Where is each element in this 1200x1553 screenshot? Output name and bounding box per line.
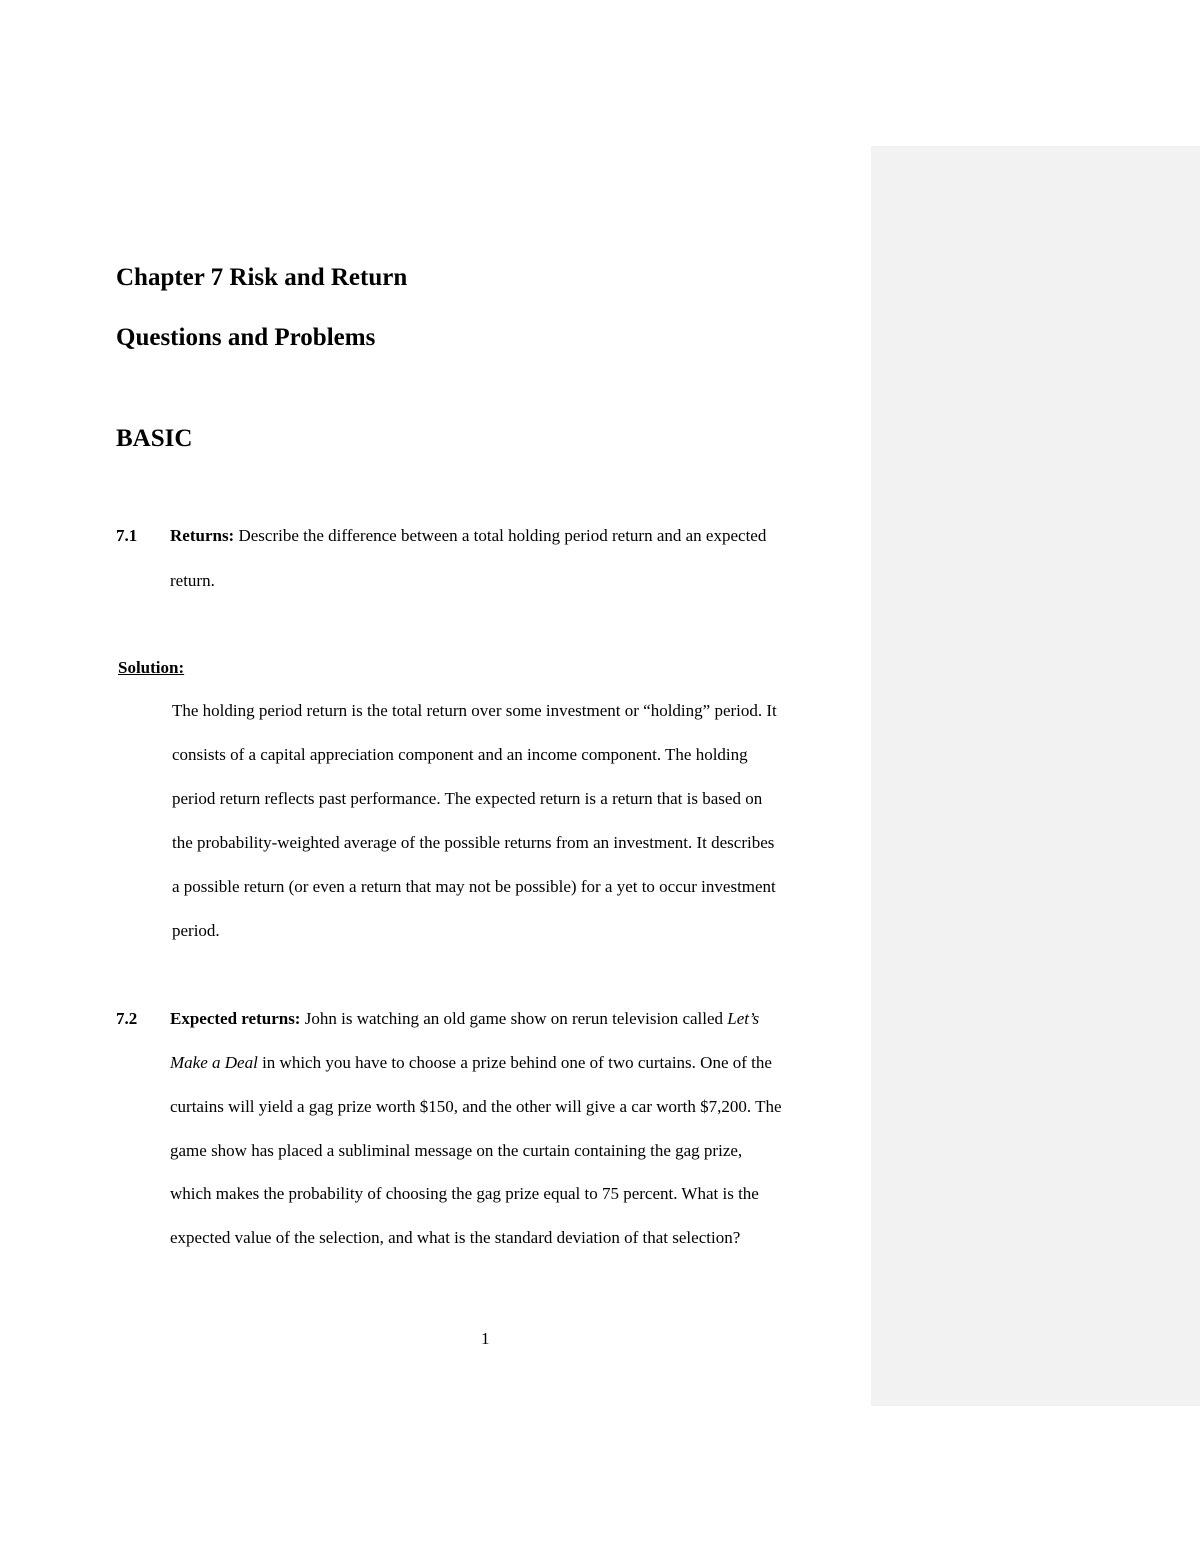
solution-line: consists of a capital appreciation component and an income component. The holding [172, 745, 748, 764]
comment-margin-pane [871, 146, 1200, 1406]
solution-line: The holding period return is the total return over some investment or “holding” period. It [172, 701, 777, 720]
question-number: 7.2 [116, 1009, 138, 1028]
question-topic: Expected returns: [170, 1009, 301, 1028]
question-text-line: which makes the probability of choosing the gag prize equal to 75 percent. What is the [170, 1184, 759, 1203]
solution-label: Solution: [118, 658, 185, 677]
question-text: John is watching an old game show on rerun television called [300, 1009, 728, 1028]
question-text: in which you have to choose a prize behind one of two curtains. One of the [257, 1053, 772, 1072]
section-label: BASIC [116, 425, 193, 452]
subtitle: Questions and Problems [116, 324, 376, 351]
question-text-line [170, 527, 766, 544]
question-text-line [170, 1054, 772, 1071]
solution-line: the probability-weighted average of the possible returns from an investment. It describes [172, 833, 775, 852]
question-text: Describe the difference between a total holding period return and an expected [234, 526, 767, 545]
question-number: 7.1 [116, 526, 138, 545]
question-text-line: curtains will yield a gag prize worth $150, and the other will give a car worth $7,200. The [170, 1097, 782, 1116]
solution-line: a possible return (or even a return that may not be possible) for a yet to occur investment [172, 877, 776, 896]
solution-line: period. [172, 921, 220, 940]
question-text-line: game show has placed a subliminal message on the curtain containing the gag prize, [170, 1141, 743, 1160]
question-text-line: return. [170, 571, 215, 590]
question-topic: Returns: [170, 526, 235, 545]
show-title-part: Let’s [727, 1009, 760, 1028]
question-text-line [170, 1010, 759, 1027]
solution-line: period return reflects past performance. The expected return is a return that is based on [172, 789, 763, 808]
question-text-line: expected value of the selection, and what is the standard deviation of that selection? [170, 1228, 741, 1247]
show-title-part: Make a Deal [170, 1053, 258, 1072]
page-number: 1 [481, 1329, 490, 1348]
chapter-title: Chapter 7 Risk and Return [116, 264, 408, 291]
